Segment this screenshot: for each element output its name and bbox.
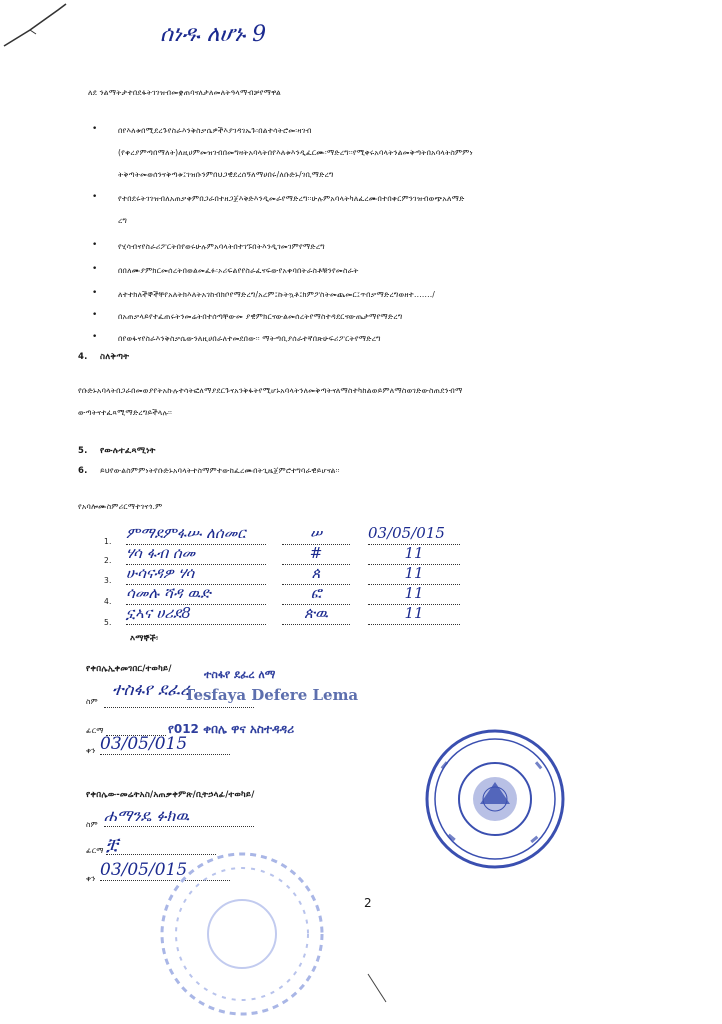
receiver-1-name-handwritten: ተስፋየ ደፈረ (112, 680, 190, 700)
receiver-1-sign-label: ፊርማ (86, 726, 104, 735)
pen-mark-decoration (0, 0, 80, 60)
receiver-1-name-line (104, 706, 254, 708)
section-4-paragraph-cont: ውጣትናተፈጻሚማድረግይችላሉ፡፡ (78, 408, 173, 417)
bullet-marker: • (92, 192, 98, 202)
member-signature: ጵዉ (282, 604, 350, 625)
bullet-marker: • (92, 124, 98, 134)
bullet-marker: • (92, 288, 98, 298)
member-number: 3. (104, 576, 112, 585)
receiver-2-title: የቀበሌው-መሬትአስ/አጠቃቀምጽ/ቢትኃላፊ/ተወካይ/ (86, 790, 255, 800)
member-signature: ጰ (282, 564, 350, 585)
member-signature: ሠ (282, 524, 350, 545)
receiver-2-signature: ቿ (106, 834, 216, 855)
intro-line: ለደ ንልማትታተበደፋትገገዝብመቋጠባናለታለመለትዓላማብቻየማዋል (88, 88, 282, 97)
member-name: ኗኣና ሀሪደ8 (126, 604, 266, 625)
handwritten-header: ሰነዱ ለሆኑ 9 (160, 22, 267, 47)
section-4-paragraph: የቡድኑአባላትበጋራበመወያየትአኩሉተሳትፎለማያደርጉናአንቅፋትየሚሆኑአባላትንለመቅጣትናለማስተካከልወይምለማስወገድውስጠደንብማ (78, 386, 463, 395)
member-number: 1. (104, 537, 112, 546)
member-name: ሁሳናዳዎ ሃሳ (126, 564, 266, 585)
bullet-item: በየወፋናየስራእንቅስቃሴውንለዚሀበራለተመደበው፡፡ ማትጣቢያሰራተኛበጽሁፍሪፖርትየማድረግ (118, 334, 381, 343)
bullet-marker: • (92, 310, 98, 320)
section-6-number: 6. (78, 466, 88, 476)
receiver-2-date: 03/05/015 (100, 860, 230, 881)
page-number: 2 (364, 896, 372, 910)
receiver-1-date-label: ቀን (86, 746, 96, 755)
bullet-marker: • (92, 240, 98, 250)
bullet-item: የተበደሩትገገዝብለአጠቃቀምበጋራበተዘጋጀእቅድእንዲመራየማድረግ፡፡ሁሉምአባላትካለፈረሙበተበቀርምንገዝብወጭአለማድ (118, 194, 465, 203)
receiver-1-name-stamp-amharic: ተስፋየ ደፈረ ለማ (204, 668, 276, 681)
receiver-1-name-stamp-english: Tesfaya Defere Lema (184, 686, 359, 704)
member-name: ሳመሉ ሻዳ ዉድ (126, 584, 266, 605)
section-4-title: ስለቅጣት (100, 352, 130, 362)
member-number: 2. (104, 556, 112, 565)
receiver-1-date: 03/05/015 (100, 734, 230, 755)
member-number: 4. (104, 597, 112, 606)
member-signature: ፎ (282, 584, 350, 605)
bullet-item: በአጠቃላይየተፈጠሩትንመሬትበተሰጣቸውመ ያዊምክርናውልመሰረትየማስተዳደርናውጤታማየማድረግ (118, 312, 403, 321)
bullet-marker: • (92, 264, 98, 274)
member-date: 11 (368, 564, 460, 585)
bullet-item: በየእለቱበሚደረጉየስራእንቅስቃሴዎችእያገዳገኤጉ፡በልተሳትሮመ፡ዛገብ (118, 126, 312, 135)
member-number: 5. (104, 618, 112, 627)
receiver-2-name-label: ስም (86, 820, 98, 829)
receiver-1-name-label: ስም (86, 697, 98, 706)
receiver-2-date-label: ቀን (86, 874, 96, 883)
members-header: የአባሎሙስምሪርማተገናጎ.ም (78, 502, 163, 511)
scan-mark-decoration (362, 968, 392, 1008)
member-name: ምማደምፋሡ ለሰመር (126, 524, 266, 545)
member-name: ሃሳ ፋብ ሰመ (126, 544, 266, 565)
bullet-item: የሂሳብናየስራሪፖርትበየወሩሁሉምአባላትበተገኙበትእንዲገመገምየማድረግ (118, 242, 325, 251)
bullet-item: በበለሙያምክርመሰረትበወልመፈፉ፡ኦሪፍልየየስራፈናፍውየአቀባበትራስቶቹንየመስራት (118, 266, 359, 275)
member-date: 11 (368, 604, 460, 625)
receiver-1-sign-stamp: የ012 ቀበሌ ዋና አስተዳዳሪ (168, 722, 295, 736)
section-6-text: ይህየውልስምምነትየቡድኑአባላትተስማምተውከፈረሙበትጊዜጀምሮተግባራዊይሆናል፡፡ (100, 466, 340, 475)
member-date: 11 (368, 544, 460, 565)
witnesses-label: እማኞች፡ (130, 634, 159, 644)
receiver-2-name-handwritten: ሐማንዴ ፉክዉ (104, 806, 254, 827)
bullet-item: ለተተክለችኞችቸየአለትክእለትአገከብክቦየማድረግ/አረም፤ኩትኳቶ፤ክምፖስትመጨመር፤ጥበቃማድረግወዘተ......./ (118, 290, 436, 299)
section-5-number: 5. (78, 446, 88, 456)
official-seal-stamp (420, 724, 570, 874)
member-signature: # (282, 544, 350, 565)
faded-seal-stamp (156, 848, 328, 1020)
member-date: 03/05/015 (368, 524, 460, 545)
section-5-title: የውሉተፈጻሚነት (100, 446, 156, 456)
receiver-2-sign-label: ፊርማ (86, 846, 104, 855)
bullet-item-continued: ትቅጣትመወሰንናቅጣቱ፤ገዝቡንምበህጋዊደረሰኝለማሀበሩ/ለቡድኑ/ገቢማድረግ (118, 170, 334, 179)
member-date: 11 (368, 584, 460, 605)
bullet-marker: • (92, 332, 98, 342)
bullet-item-continued: ረግ (118, 216, 128, 225)
receiver-1-title: የቀበሌኢቀመገበር/ተወካይ/ (86, 664, 172, 674)
bullet-item-continued: (የቀረያምጣበማለት)ለዚሀምመዝገብበመግዛትአባላትበየእለቱእንዲፈርሙ፡ማድረግ፡፡የሚቀሩአባላትንልመቅጣትበአባላትስምምነ (118, 148, 473, 157)
section-4-number: 4. (78, 352, 88, 362)
